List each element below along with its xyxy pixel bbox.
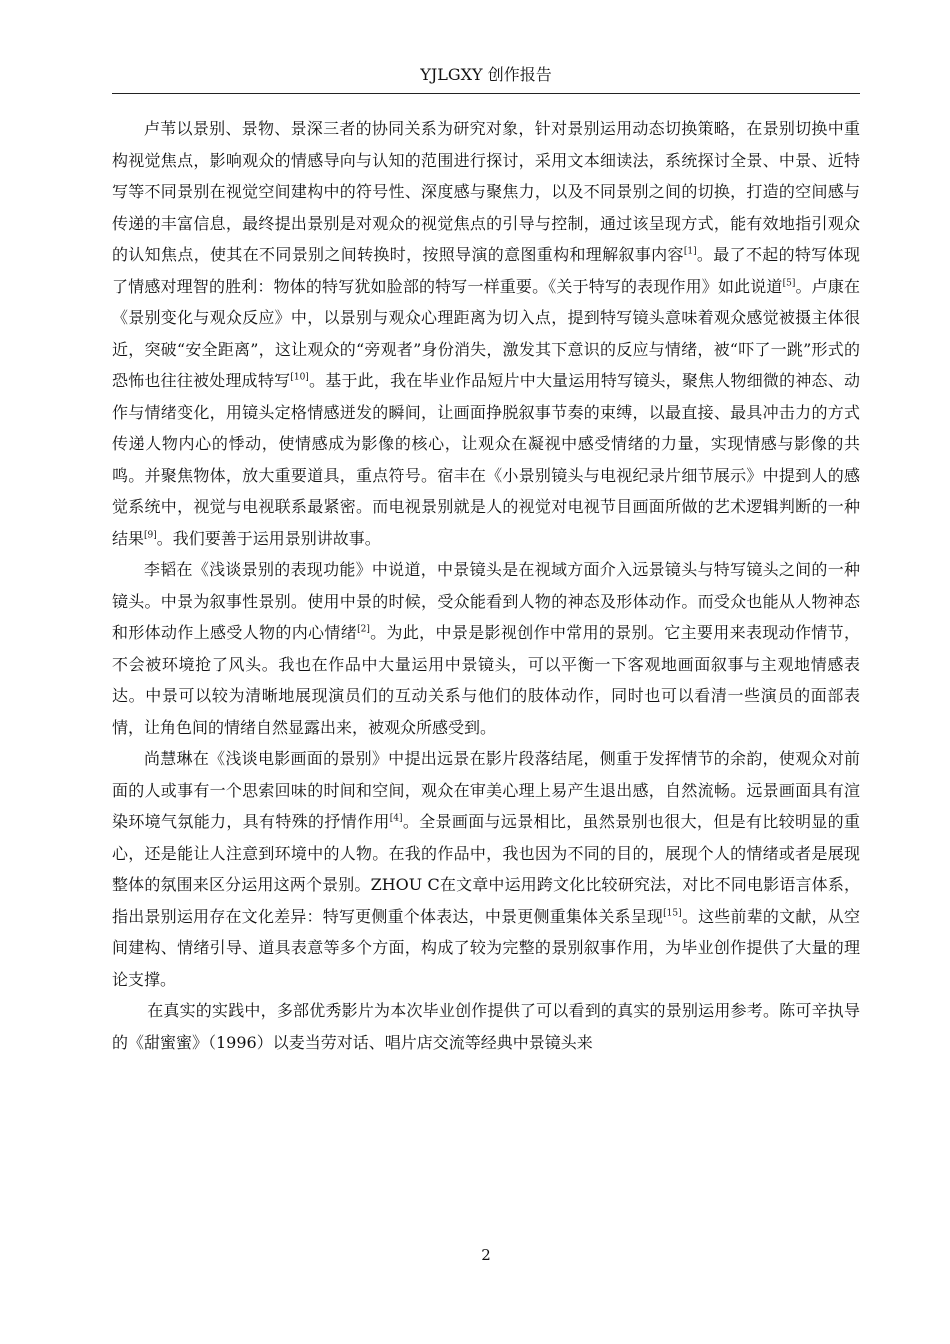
- text-run: 在真实的实践中，多部优秀影片为本次毕业创作提供了可以看到的真实的景别运用参考。陈可辛执导的《甜蜜蜜》（1996）以麦当劳对话、唱片店交流等经典中景镜头来: [112, 1001, 860, 1052]
- paragraph: [112, 995, 860, 1058]
- page-header: YJLGXY 创作报告: [420, 65, 552, 84]
- citation-ref: [10]: [290, 372, 309, 383]
- text-run: 。这些前辈的文献，从空间建构、情绪引导、道具表意等多个方面，构成了较为完整的景别叙事作用，为毕业创作提供了大量的理论支撑。: [112, 906, 860, 989]
- paragraph: [112, 554, 860, 743]
- citation-ref: [2]: [357, 624, 370, 635]
- citation-ref: [9]: [144, 530, 157, 541]
- text-run: 卢苇以景别、景物、景深三者的协同关系为研究对象，针对景别运用动态切换策略，在景别切换中重构视觉焦点，影响观众的情感导向与认知的范围进行探讨，采用文本细读法，系统探讨全景、中景、近特写等不同景别在视觉空间建构中的符号性、深度感与聚焦力，以及不同景别之间的切换，打造的空间感与传递的丰富信息，最终提出景别是对观众的视觉焦点的引导与控制，通过该呈现方式，能有效地指引观众的认知焦点，使其在不同景别之间转换时，按照导演的意图重构和理解叙事内容: [112, 119, 860, 264]
- text-run: 。全景画面与远景相比，虽然景别也很大，但是有比较明显的重心，还是能让人注意到环境中的人物。在我的作品中，我也因为不同的目的，展现个人的情绪或者是展现整体的氛围来区分运用这两个景别。ZHOU C在文章中运用跨文化比较研究法，对比不同电影语言体系，指出景别运用存在文化差异：特写更侧重个体表达，中景更侧重集体关系呈现: [112, 812, 860, 926]
- text-run: 。为此，中景是影视创作中常用的景别。它主要用来表现动作情节，不会被环境抢了风头。我也在作品中大量运用中景镜头，可以平衡一下客观地画面叙事与主观地情感表达。中景可以较为清晰地展现演员们的互动关系与他们的肢体动作，同时也可以看清一些演员的面部表情，让角色间的情绪自然显露出来，被观众所感受到。: [112, 623, 860, 737]
- page-number: 2: [481, 1246, 491, 1264]
- text-run: 。基于此，我在毕业作品短片中大量运用特写镜头，聚焦人物细微的神态、动作与情绪变化，用镜头定格情感迸发的瞬间，让画面挣脱叙事节奏的束缚，以最直接、最具冲击力的方式传递人物内心的悸动，使情感成为影像的核心，让观众在凝视中感受情绪的力量，实现情感与影像的共鸣。并聚焦物体，放大重要道具，重点符号。宿丰在《小景别镜头与电视纪录片细节展示》中提到人的感觉系统中，视觉与电视联系最紧密。而电视景别就是人的视觉对电视节目画面所做的艺术逻辑判断的一种结果: [112, 371, 860, 548]
- citation-ref: [1]: [683, 246, 697, 257]
- text-run: 。最了不起的特写体现了情感对理智的胜利：物体的特写犹如脸部的特写一样重要。《关于特写的表现作用》如此说道: [112, 245, 860, 296]
- header-rule: [112, 93, 860, 94]
- text-run: 。我们要善于运用景别讲故事。: [156, 528, 381, 548]
- document-body: [112, 113, 860, 1058]
- text-run: 。卢康在《景别变化与观众反应》中，以景别与观众心理距离为切入点，提到特写镜头意味着观众感觉被摄主体很近，突破“安全距离”，这让观众的“旁观者”身份消失，激发其下意识的反应与情绪，被“吓了一跳”形式的恐怖也往往被处理成特写: [112, 276, 860, 390]
- text-run: 李韬在《浅谈景别的表现功能》中说道，中景镜头是在视域方面介入远景镜头与特写镜头之间的一种镜头。中景为叙事性景别。使用中景的时候，受众能看到人物的神态及形体动作。而受众也能从人物神态和形体动作上感受人物的内心情绪: [112, 560, 860, 642]
- citation-ref: [15]: [663, 908, 682, 919]
- citation-ref: [4]: [389, 813, 403, 824]
- paragraph: [112, 113, 860, 554]
- citation-ref: [5]: [782, 278, 796, 289]
- paragraph: [112, 743, 860, 995]
- text-run: 尚慧琳在《浅谈电影画面的景别》中提出远景在影片段落结尾，侧重于发挥情节的余韵，使观众对前面的人或事有一个思索回味的时间和空间，观众在审美心理上易产生退出感，自然流畅。远景画面具有渲染环境气氛能力，具有特殊的抒情作用: [112, 749, 860, 831]
